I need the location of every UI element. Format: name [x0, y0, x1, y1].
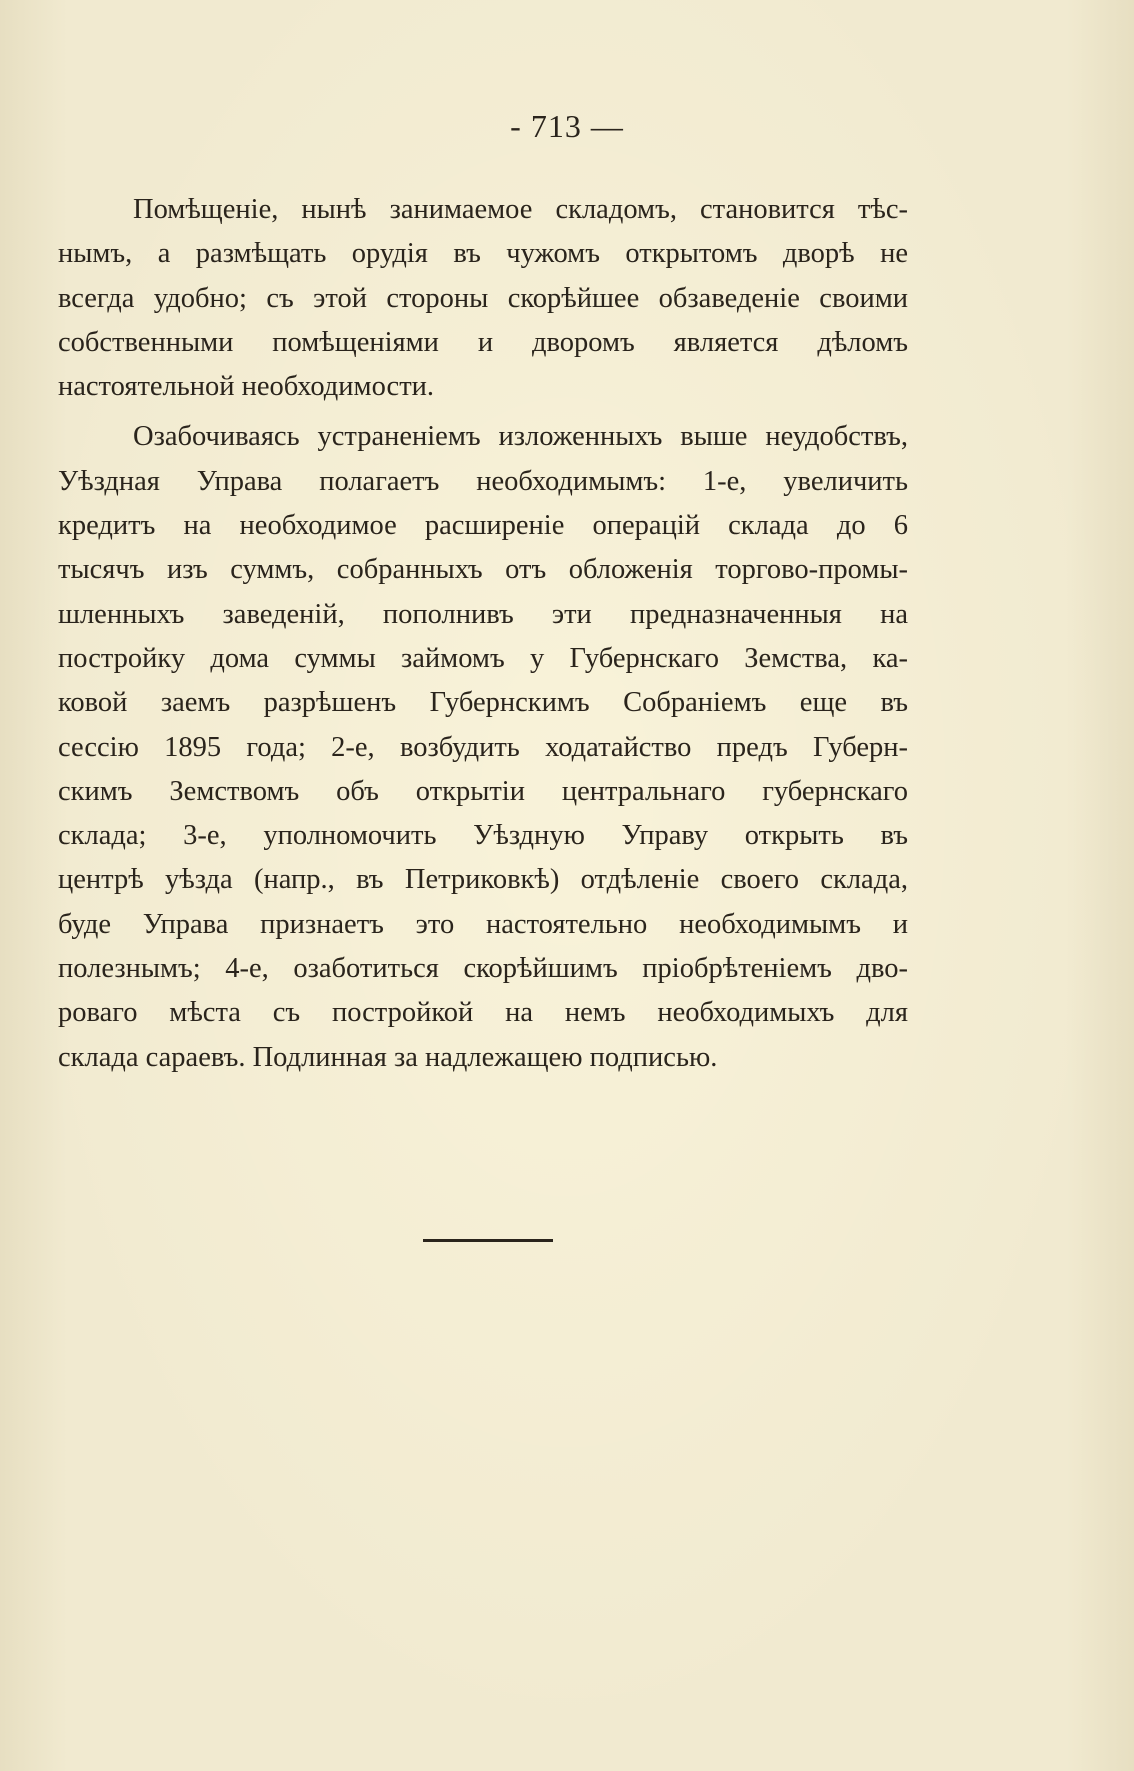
text-line: ковой заемъ разрѣшенъ Губернскимъ Собраніемъ еще въ — [58, 687, 908, 719]
text-line: шленныхъ заведеній, пополнивъ эти предназначенныя на — [58, 598, 908, 630]
text-line: Озабочиваясь устраненіемъ изложенныхъ выше неудобствъ, — [133, 421, 908, 453]
text-line: всегда удобно; съ этой стороны скорѣйшее обзаведеніе своими — [58, 282, 908, 314]
body-text — [58, 188, 908, 1080]
text-line: кредитъ на необходимое расширеніе операцій склада до 6 — [58, 510, 908, 542]
page-number: - 713 — — [510, 108, 624, 144]
text-line: роваго мѣста съ постройкой на немъ необходимыхъ для — [58, 997, 908, 1029]
paragraph-2 — [58, 415, 908, 1079]
text-line: Помѣщеніе, нынѣ занимаемое складомъ, становится тѣс- — [133, 194, 908, 225]
text-line: нымъ, а размѣщать орудія въ чужомъ открытомъ дворѣ не — [58, 238, 908, 270]
text-line: скимъ Земствомъ объ открытіи центральнаго губернскаго — [58, 775, 908, 807]
text-line: склада сараевъ. Подлинная за надлежащею подписью. — [58, 1041, 718, 1073]
text-line: склада; 3-е, уполномочить Уѣздную Управу открыть въ — [58, 820, 908, 852]
text-line: собственными помѣщеніями и дворомъ является дѣломъ — [58, 326, 908, 358]
text-line: Уѣздная Управа полагаетъ необходимымъ: 1-е, увеличить — [58, 465, 908, 497]
text-line: настоятельной необходимости. — [58, 371, 435, 403]
text-line: тысячъ изъ суммъ, собранныхъ отъ обложенія торгово-промы- — [58, 554, 908, 586]
text-line: полезнымъ; 4-е, озаботиться скорѣйшимъ пріобрѣтеніемъ дво- — [58, 953, 908, 985]
text-line: сессію 1895 года; 2-е, возбудить ходатайство предъ Губерн- — [58, 731, 908, 763]
section-divider-rule — [423, 1239, 553, 1242]
paragraph-1 — [58, 188, 908, 409]
text-line: постройку дома суммы займомъ у Губернскаго Земства, ка- — [58, 642, 908, 674]
text-line: центрѣ уѣзда (напр., въ Петриковкѣ) отдѣленіе своего склада, — [58, 864, 908, 896]
text-line: буде Управа признаетъ это настоятельно необходимымъ и — [58, 908, 908, 940]
